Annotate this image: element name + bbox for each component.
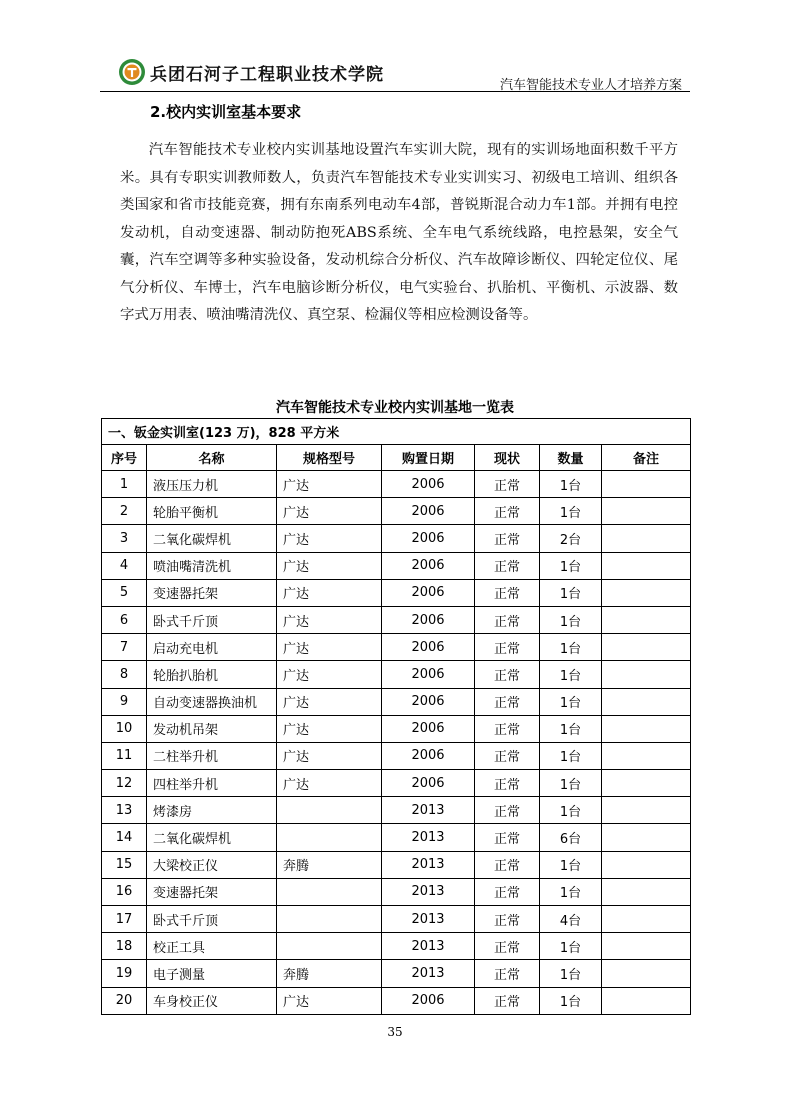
cell-no: 2 [102, 498, 147, 525]
cell-remarks [602, 688, 691, 715]
cell-status: 正常 [475, 471, 540, 498]
cell-remarks [602, 851, 691, 878]
cell-status: 正常 [475, 851, 540, 878]
cell-model [277, 906, 382, 933]
cell-name: 烤漆房 [147, 797, 277, 824]
cell-quantity: 1台 [540, 552, 602, 579]
cell-purchase-date: 2013 [382, 878, 475, 905]
cell-model: 广达 [277, 579, 382, 606]
table-row [102, 906, 691, 933]
cell-model: 广达 [277, 552, 382, 579]
column-header-remarks: 备注 [602, 445, 691, 471]
body-paragraph: 汽车智能技术专业校内实训基地设置汽车实训大院，现有的实训场地面积数千平方米。具有专职实训教师数人，负责汽车智能技术专业实训实习、初级电工培训、组织各类国家和省市技能竞赛，拥有东南系列电动车4部，普锐斯混合动力车1部。并拥有电控发动机，自动变速器、制动防抱死ABS系统、全车电气系统线路，电控悬架，安全气囊，汽车空调等多种实验设备，发动机综合分析仪、汽车故障诊断仪、四轮定位仪、尾气分析仪、车博士，汽车电脑诊断分析仪，电气实验台、扒胎机、平衡机、示波器、数字式万用表、喷油嘴清洗仪、真空泵、检漏仪等相应检测设备等。 [120, 142, 678, 323]
cell-no: 3 [102, 525, 147, 552]
cell-quantity: 1台 [540, 661, 602, 688]
table-row [102, 606, 691, 633]
cell-model [277, 824, 382, 851]
cell-quantity: 1台 [540, 851, 602, 878]
cell-remarks [602, 715, 691, 742]
cell-model: 奔腾 [277, 851, 382, 878]
cell-remarks [602, 471, 691, 498]
cell-quantity: 1台 [540, 579, 602, 606]
cell-name: 自动变速器换油机 [147, 688, 277, 715]
cell-name: 车身校正仪 [147, 987, 277, 1014]
table-row [102, 770, 691, 797]
cell-status: 正常 [475, 960, 540, 987]
cell-purchase-date: 2006 [382, 770, 475, 797]
table-header-row [102, 445, 691, 471]
cell-purchase-date: 2006 [382, 606, 475, 633]
cell-quantity: 1台 [540, 606, 602, 633]
table-row [102, 851, 691, 878]
cell-model: 广达 [277, 715, 382, 742]
cell-no: 4 [102, 552, 147, 579]
cell-no: 19 [102, 960, 147, 987]
cell-quantity: 4台 [540, 906, 602, 933]
cell-status: 正常 [475, 634, 540, 661]
cell-remarks [602, 634, 691, 661]
table-row [102, 824, 691, 851]
cell-quantity: 1台 [540, 688, 602, 715]
column-header-model: 规格型号 [277, 445, 382, 471]
table-row [102, 742, 691, 769]
cell-name: 轮胎平衡机 [147, 498, 277, 525]
cell-name: 启动充电机 [147, 634, 277, 661]
table-row [102, 688, 691, 715]
cell-name: 卧式千斤顶 [147, 606, 277, 633]
cell-status: 正常 [475, 987, 540, 1014]
cell-name: 液压压力机 [147, 471, 277, 498]
cell-quantity: 1台 [540, 498, 602, 525]
cell-purchase-date: 2013 [382, 906, 475, 933]
cell-no: 13 [102, 797, 147, 824]
cell-no: 9 [102, 688, 147, 715]
cell-quantity: 2台 [540, 525, 602, 552]
page-header [100, 52, 690, 92]
cell-name: 发动机吊架 [147, 715, 277, 742]
cell-model: 广达 [277, 742, 382, 769]
cell-quantity: 1台 [540, 770, 602, 797]
cell-model: 广达 [277, 987, 382, 1014]
cell-no: 14 [102, 824, 147, 851]
cell-quantity: 1台 [540, 742, 602, 769]
header-divider [100, 91, 690, 92]
cell-quantity: 1台 [540, 933, 602, 960]
cell-status: 正常 [475, 906, 540, 933]
table-row [102, 960, 691, 987]
cell-name: 校正工具 [147, 933, 277, 960]
column-header-no: 序号 [102, 445, 147, 471]
cell-no: 6 [102, 606, 147, 633]
column-header-quantity: 数量 [540, 445, 602, 471]
cell-purchase-date: 2013 [382, 851, 475, 878]
cell-no: 5 [102, 579, 147, 606]
cell-model [277, 797, 382, 824]
cell-purchase-date: 2013 [382, 824, 475, 851]
cell-remarks [602, 987, 691, 1014]
table-section-row [102, 419, 691, 445]
cell-no: 8 [102, 661, 147, 688]
table-row [102, 797, 691, 824]
table-row [102, 715, 691, 742]
cell-remarks [602, 906, 691, 933]
cell-status: 正常 [475, 742, 540, 769]
table-row [102, 634, 691, 661]
cell-remarks [602, 933, 691, 960]
table-row [102, 661, 691, 688]
cell-quantity: 1台 [540, 471, 602, 498]
column-header-name: 名称 [147, 445, 277, 471]
cell-model: 广达 [277, 606, 382, 633]
cell-name: 喷油嘴清洗机 [147, 552, 277, 579]
cell-no: 11 [102, 742, 147, 769]
cell-model [277, 933, 382, 960]
table-row [102, 579, 691, 606]
column-header-purchase-date: 购置日期 [382, 445, 475, 471]
cell-status: 正常 [475, 579, 540, 606]
cell-model: 奔腾 [277, 960, 382, 987]
cell-model: 广达 [277, 471, 382, 498]
cell-remarks [602, 579, 691, 606]
cell-purchase-date: 2006 [382, 987, 475, 1014]
cell-no: 20 [102, 987, 147, 1014]
table-title: 汽车智能技术专业校内实训基地一览表 [276, 400, 514, 416]
table-row [102, 525, 691, 552]
cell-remarks [602, 552, 691, 579]
cell-purchase-date: 2006 [382, 634, 475, 661]
cell-quantity: 1台 [540, 634, 602, 661]
cell-purchase-date: 2006 [382, 579, 475, 606]
table-row [102, 933, 691, 960]
cell-remarks [602, 878, 691, 905]
cell-no: 1 [102, 471, 147, 498]
cell-model: 广达 [277, 498, 382, 525]
cell-name: 轮胎扒胎机 [147, 661, 277, 688]
table-row [102, 552, 691, 579]
cell-name: 二氧化碳焊机 [147, 525, 277, 552]
cell-status: 正常 [475, 606, 540, 633]
table-row [102, 878, 691, 905]
cell-name: 变速器托架 [147, 579, 277, 606]
cell-status: 正常 [475, 552, 540, 579]
cell-model: 广达 [277, 634, 382, 661]
cell-model: 广达 [277, 688, 382, 715]
cell-status: 正常 [475, 824, 540, 851]
cell-purchase-date: 2006 [382, 471, 475, 498]
cell-no: 12 [102, 770, 147, 797]
cell-status: 正常 [475, 661, 540, 688]
cell-quantity: 1台 [540, 797, 602, 824]
cell-quantity: 1台 [540, 878, 602, 905]
cell-remarks [602, 824, 691, 851]
school-name: 兵团石河子工程职业技术学院 [150, 65, 384, 85]
cell-no: 10 [102, 715, 147, 742]
cell-purchase-date: 2013 [382, 960, 475, 987]
cell-name: 四柱举升机 [147, 770, 277, 797]
section-row-label: 一、钣金实训室(123 万)，828 平方米 [102, 419, 691, 445]
equipment-table [101, 418, 691, 1015]
cell-no: 15 [102, 851, 147, 878]
cell-model [277, 878, 382, 905]
cell-purchase-date: 2006 [382, 715, 475, 742]
section-heading: 2.校内实训室基本要求 [150, 103, 302, 121]
cell-no: 17 [102, 906, 147, 933]
school-logo-icon [118, 58, 146, 86]
cell-remarks [602, 606, 691, 633]
column-header-status: 现状 [475, 445, 540, 471]
cell-model: 广达 [277, 770, 382, 797]
cell-model: 广达 [277, 661, 382, 688]
cell-purchase-date: 2006 [382, 661, 475, 688]
cell-model: 广达 [277, 525, 382, 552]
cell-status: 正常 [475, 498, 540, 525]
cell-remarks [602, 960, 691, 987]
cell-status: 正常 [475, 797, 540, 824]
cell-no: 18 [102, 933, 147, 960]
cell-status: 正常 [475, 933, 540, 960]
cell-quantity: 1台 [540, 987, 602, 1014]
table-row [102, 471, 691, 498]
cell-purchase-date: 2013 [382, 933, 475, 960]
cell-status: 正常 [475, 525, 540, 552]
cell-no: 16 [102, 878, 147, 905]
cell-purchase-date: 2006 [382, 688, 475, 715]
cell-name: 卧式千斤顶 [147, 906, 277, 933]
cell-status: 正常 [475, 770, 540, 797]
cell-no: 7 [102, 634, 147, 661]
cell-purchase-date: 2006 [382, 552, 475, 579]
cell-name: 二柱举升机 [147, 742, 277, 769]
cell-name: 大梁校正仪 [147, 851, 277, 878]
cell-remarks [602, 661, 691, 688]
cell-purchase-date: 2006 [382, 525, 475, 552]
cell-status: 正常 [475, 715, 540, 742]
table-row [102, 498, 691, 525]
cell-remarks [602, 770, 691, 797]
cell-purchase-date: 2006 [382, 498, 475, 525]
cell-quantity: 1台 [540, 960, 602, 987]
page-number: 35 [387, 1025, 403, 1039]
cell-remarks [602, 525, 691, 552]
cell-quantity: 6台 [540, 824, 602, 851]
cell-status: 正常 [475, 878, 540, 905]
cell-status: 正常 [475, 688, 540, 715]
cell-name: 二氧化碳焊机 [147, 824, 277, 851]
cell-remarks [602, 797, 691, 824]
cell-remarks [602, 742, 691, 769]
cell-name: 电子测量 [147, 960, 277, 987]
cell-remarks [602, 498, 691, 525]
table-row [102, 987, 691, 1014]
cell-purchase-date: 2013 [382, 797, 475, 824]
cell-name: 变速器托架 [147, 878, 277, 905]
document-title: 汽车智能技术专业人才培养方案 [499, 78, 682, 93]
cell-purchase-date: 2006 [382, 742, 475, 769]
cell-quantity: 1台 [540, 715, 602, 742]
